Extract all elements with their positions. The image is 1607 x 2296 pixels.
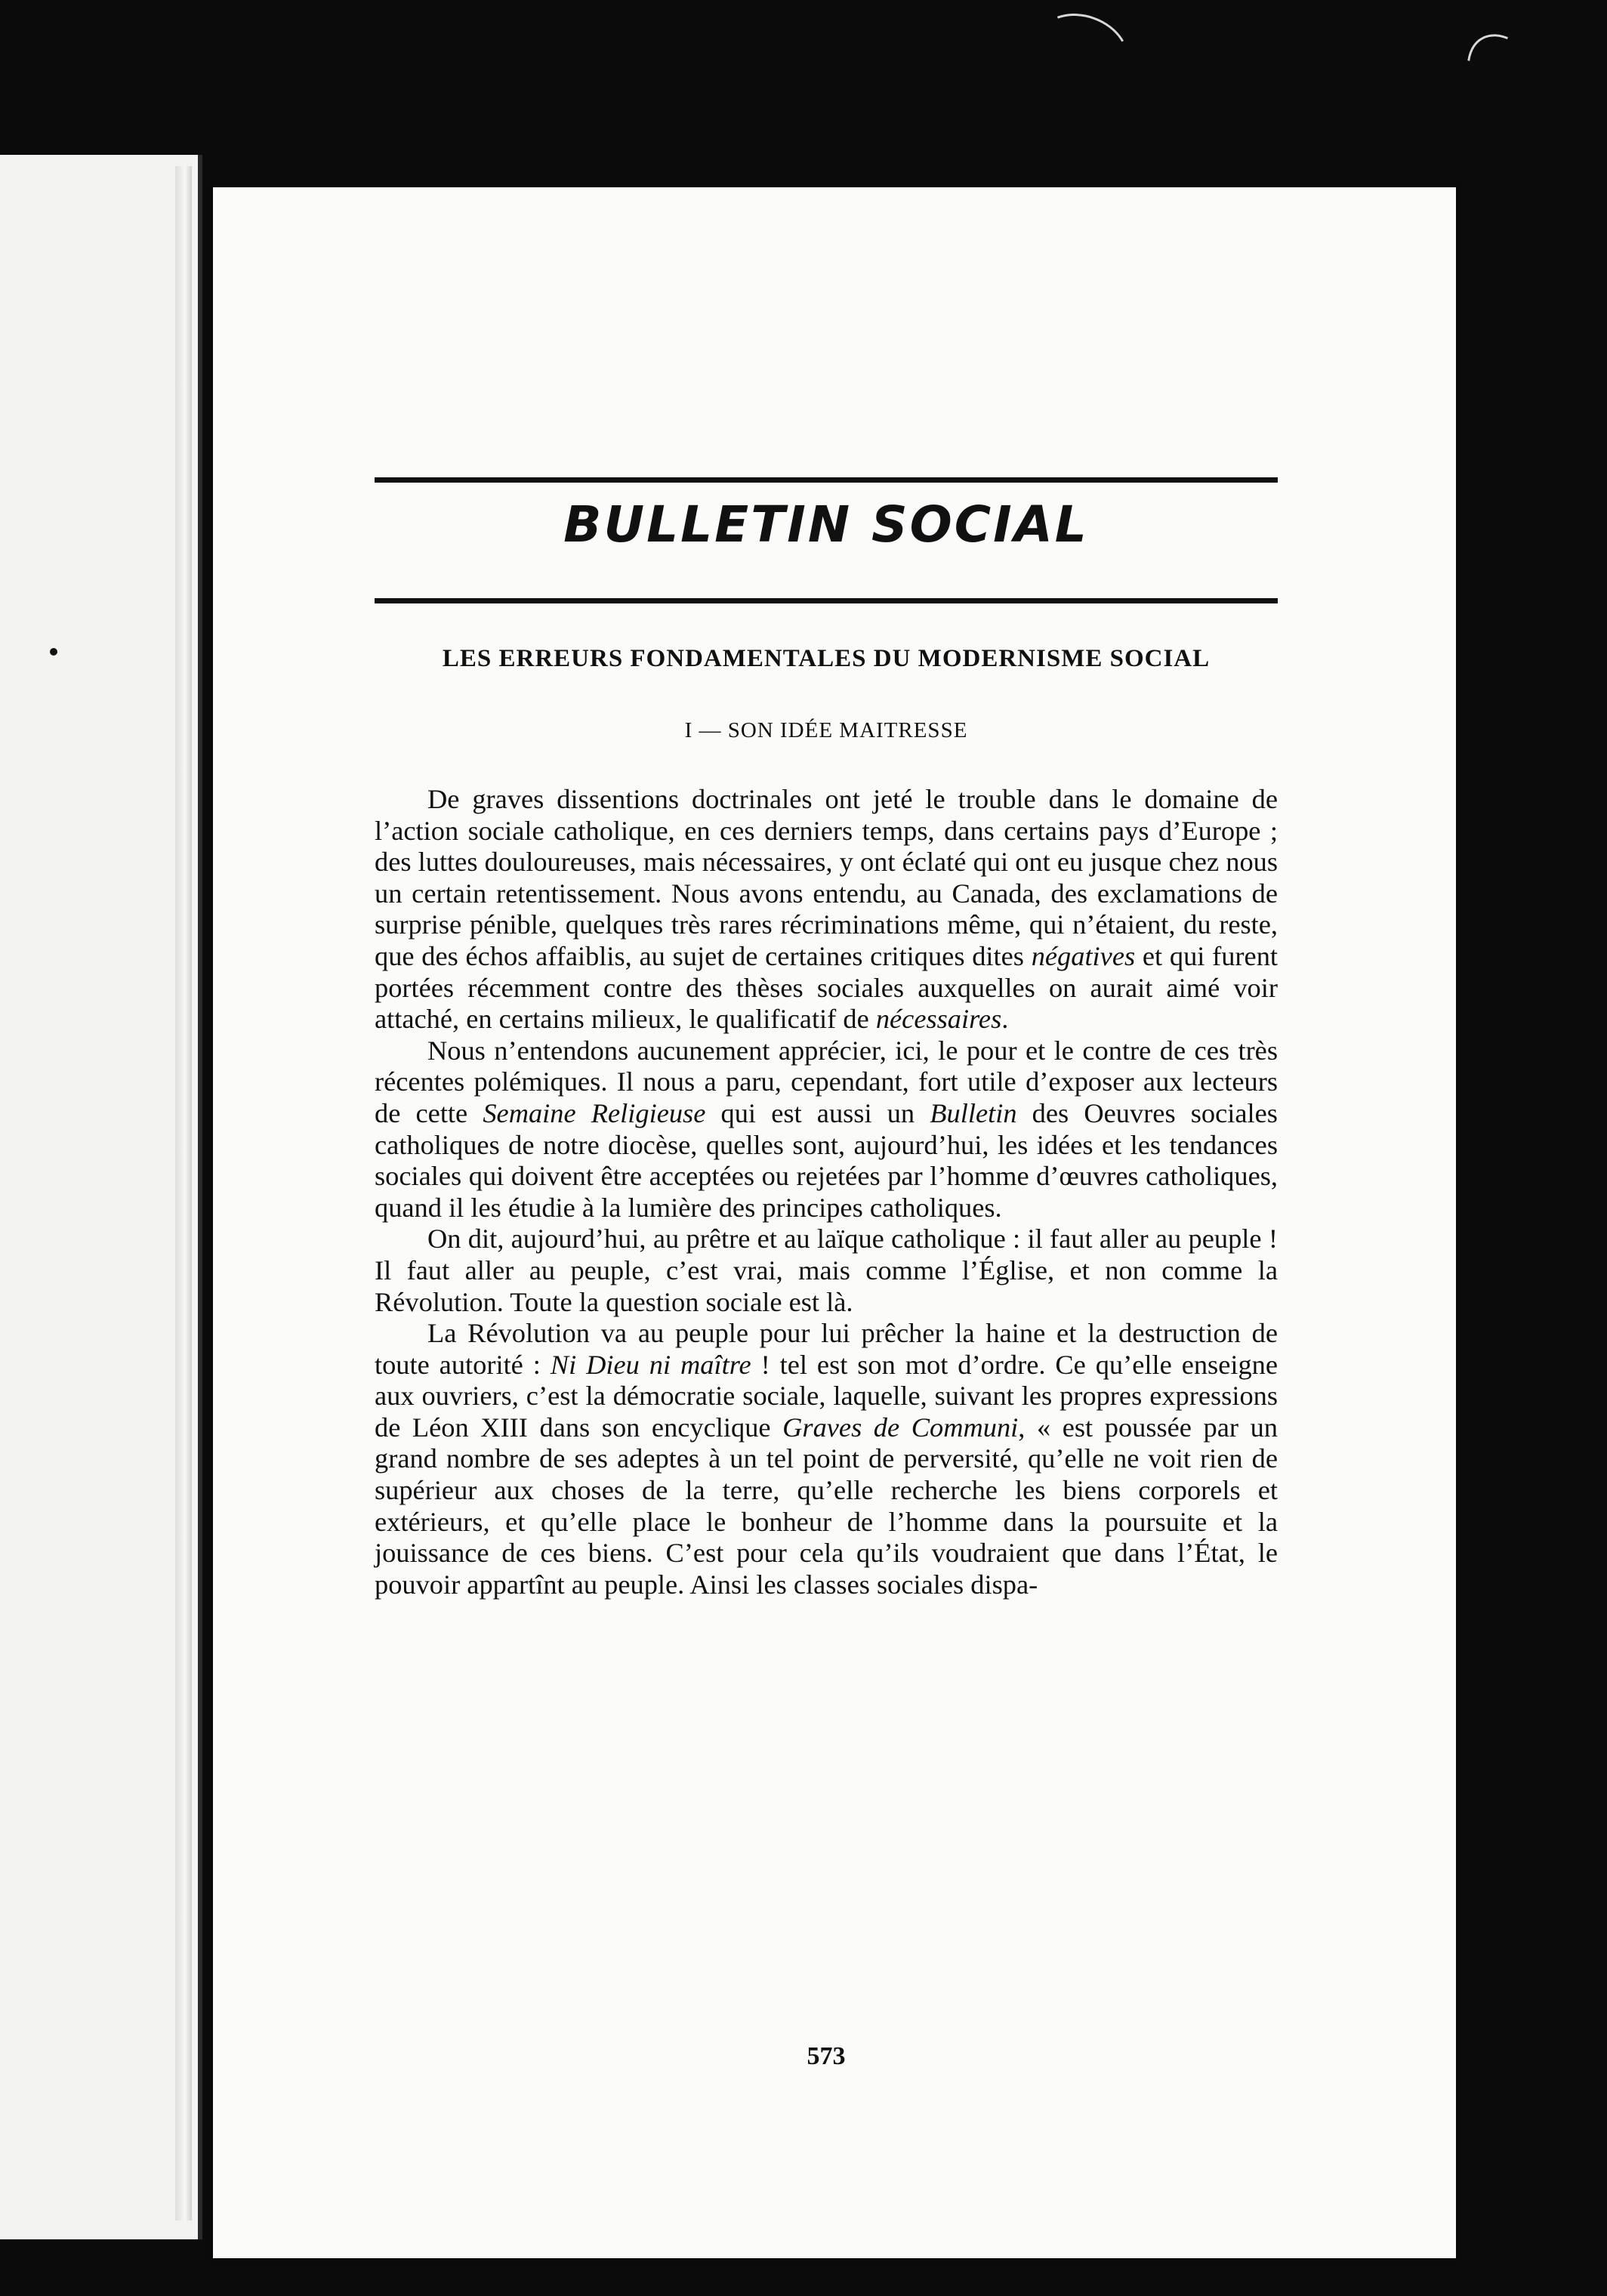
- film-scratch: [1450, 20, 1568, 151]
- paragraph: [375, 784, 1278, 1035]
- header-rule-top: [375, 477, 1278, 483]
- italic-run: nécessaires: [875, 1004, 1002, 1035]
- text-run: et qui furent portées récemment contre des thèses sociales auxquelles on aurait aimé voir attaché, en certains milieux, le qualificatif de: [375, 940, 1278, 1035]
- article-title: LES ERREURS FONDAMENTALES DU MODERNISME SOCIAL: [442, 645, 1211, 672]
- section-title: I — SON IDÉE MAITRESSE: [684, 718, 968, 742]
- text-run: .: [1001, 1004, 1009, 1035]
- article-body: [375, 784, 1278, 1600]
- paragraph: [375, 1318, 1278, 1600]
- italic-run: négatives: [1031, 940, 1136, 971]
- text-run: ! tel est son mot d’ordre. Ce qu’elle enseigne aux ouvriers, c’est la démocratie sociale, laquelle, suivant les propres expressions de Léon XIII dans son encyclique: [375, 1349, 1279, 1443]
- text-run: des Oeuvres sociales catholiques de notre diocèse, quelles sont, aujourd’hui, les idées et les tendances sociales qui doivent être acceptées ou rejetées par l’homme d’œuvres catholiques, quand il les étudie à la lumière des principes catholiques.: [375, 1097, 1278, 1223]
- document-page: [213, 187, 1456, 2258]
- text-run: qui est aussi un: [705, 1097, 930, 1128]
- header-rule-bottom: [375, 598, 1278, 603]
- italic-run: Bulletin: [930, 1097, 1017, 1128]
- italic-run: Ni Dieu ni maître: [550, 1349, 751, 1380]
- bulletin-header-title: BULLETIN SOCIAL: [563, 495, 1089, 554]
- left-facing-page: [0, 155, 202, 2239]
- text-run: Nous n’entendons aucunement apprécier, ici, le pour et le contre de ces très récentes polémiques. Il nous a paru, cependant, fort utile d’exposer aux lecteurs de cette: [375, 1035, 1278, 1128]
- italic-run: Graves de Communi: [782, 1412, 1019, 1443]
- page-number: 573: [807, 2042, 846, 2070]
- ink-dot-mark: [50, 648, 57, 656]
- paragraph: [375, 1035, 1278, 1224]
- page-fold-shadow: [175, 166, 192, 2220]
- text-run: On dit, aujourd’hui, au prêtre et au laïque catholique : il faut aller au peuple ! Il faut aller au peuple, c’est vrai, mais comme l’Église, et non comme la Révolution. Toute la question sociale est là.: [375, 1224, 1278, 1317]
- text-run: La Révolution va au peuple pour lui prêcher la haine et la destruction de toute autorité :: [375, 1318, 1278, 1380]
- text-run: , « est poussée par un grand nombre de ses adeptes à un tel point de perversité, qu’elle ne voit rien de supérieur aux choses de la terre, qu’elle recherche les biens corporels et extérieurs, et qu’elle place le bonheur de l’homme dans la poursuite et la jouissance de ces biens. C’est pour cela qu’ils voudraient que dans l’État, le pouvoir appartînt au peuple. Ainsi les classes sociales dispa-: [375, 1412, 1278, 1600]
- text-run: De graves dissentions doctrinales ont jeté le trouble dans le domaine de l’action sociale catholique, en ces derniers temps, dans certains pays d’Europe ; des luttes douloureuses, mais nécessaires, y ont éclaté qui ont eu jusque chez nous un certain retentissement. Nous avons entendu, au Canada, des exclamations de surprise pénible, quelques très rares récriminations même, qui n’étaient, du reste, que des échos affaiblis, au sujet de certaines critiques dites: [375, 784, 1278, 971]
- film-scratch: [1025, 1, 1139, 101]
- paragraph: [375, 1224, 1278, 1318]
- italic-run: Semaine Religieuse: [483, 1097, 706, 1128]
